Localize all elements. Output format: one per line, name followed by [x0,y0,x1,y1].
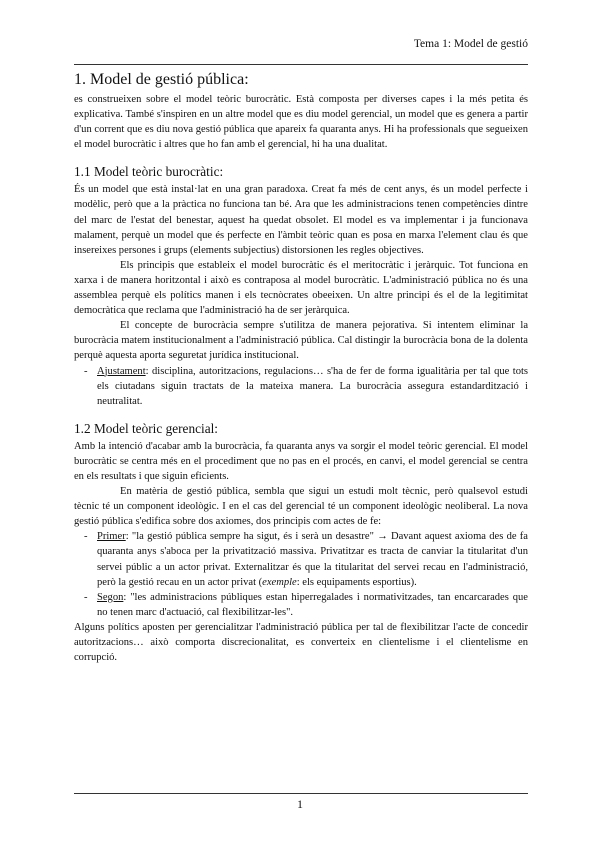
list-item-text: : "les administracions públiques estan hiperregalades i normativitzades, tan encarcarades que no tenen marc d'actuació, cal flexibilitzar-les". [97,591,528,618]
subsection-heading-bureaucratic: 1.1 Model teòric burocràtic: [74,164,224,180]
section-heading: 1. Model de gestió pública: [74,71,249,88]
list-item-text: : "la gestió pública sempre ha sigut, és i serà un desastre" → Davant aquest axioma des de fa quaranta anys s'aboca per la privatització massiva. Privatitzar es tracta de canviar la titularitat d'un servei públic a un actor privat. Externalitzar és que la titularitat del servei recau en l'administració, però la gestió recau en un actor privat ( [97,531,528,588]
list-item-text: : els equipaments esportius). [296,576,417,588]
list-item-label: Ajustament [97,365,146,377]
list-item-label: Segon [97,591,124,603]
paragraph: En matèria de gestió pública, sembla que sigui un estudi molt tècnic, però qualsevol estudi tècnic té un component ideològic. I en el cas del gerencial té un component ideològic neoliberal. La nova gestió pública s'edifica sobre dos axiomes, dos principis com actes de fe: [74,486,528,528]
header-rule [74,64,528,65]
footer-rule [74,793,528,794]
paragraph: El concepte de burocràcia sempre s'utilitza de manera pejorativa. Si intentem eliminar la burocràcia matem institucionalment a l'administració pública. Cal distingir la burocràcia bona de la dolenta perquè aquesta aporta seguretat jurídica institucional. [74,320,528,362]
paragraph: es construeixen sobre el model teòric burocràtic. Està composta per diverses capes i la més petita és explicativa. També s'inspiren en un altre model que es diu model gerencial, un model que es genera a partir d'un corrent que es diu nova gestió pública que apareix fa quaranta anys. Hi ha professionals que segueixen el model burocràtic i altres que ho fan amb el gerencial, hi ha una dualitat. [74,94,528,151]
list-item-label: Primer [97,531,126,543]
running-header: Tema 1: Model de gestió [413,38,528,50]
paragraph: Amb la intenció d'acabar amb la burocràcia, fa quaranta anys va sorgir el model teòric gerencial. El model burocràtic se centra més en el procediment que no pas en el procés, en canvi, el model gerencial se centra en els resultats i que siguin eficients. [74,440,528,482]
subsection-heading-managerial: 1.2 Model teòric gerencial: [74,420,218,436]
bullet-list [74,529,528,620]
paragraph: És un model que està instal·lat en una gran paradoxa. Creat fa més de cent anys, és un model perfecte i modèlic, però que a la pràctica no funciona tan bé. Ara que les administracions tenen competències dintre del marc de l'estat del benestar, aquest ha quedat obsolet. El model es va implementar i ja funcionava malament, perquè un model que és perfecte en l'àmbit teòric quan es posa en marxa l'element clau és que insereixes persones i grups (elements subjectius) distorsionen les regles objectives. [74,184,528,256]
page-body [74,70,528,665]
list-item-text: : disciplina, autoritzacions, regulacions… s'ha de fer de forma igualitària per tal que tots els ciutadans siguin tractats de la mateixa manera. La burocràcia assegura estandardització i neutralitat. [97,365,528,407]
list-item [74,590,528,620]
list-item-italic: exemple [262,576,297,588]
list-item [74,529,528,589]
list-item [74,364,528,409]
dash-bullet: - [84,531,88,543]
paragraph: Alguns polítics aposten per gerencialitzar l'administració pública per tal de flexibilitzar l'acte de concedir autoritzacions… això comporta discrecionalitat, es converteix en clientelisme i el clientelisme en corrupció. [74,621,528,664]
paragraph: Els principis que estableix el model burocràtic és el meritocràtic i jeràrquic. Tot funciona en xarxa i de manera horitzontal i això es contraposa al model burocràtic. L'administració pública no és una assemblea perquè els polítics manen i els tecnòcrates obeeixen. Un altre principi és el de la legitimitat democràtica que reclama que l'administració ha de ser jeràrquica. [74,259,528,317]
dash-bullet: - [84,365,88,377]
bullet-list [74,364,528,409]
dash-bullet: - [84,591,88,603]
page-number: 1 [297,797,303,811]
